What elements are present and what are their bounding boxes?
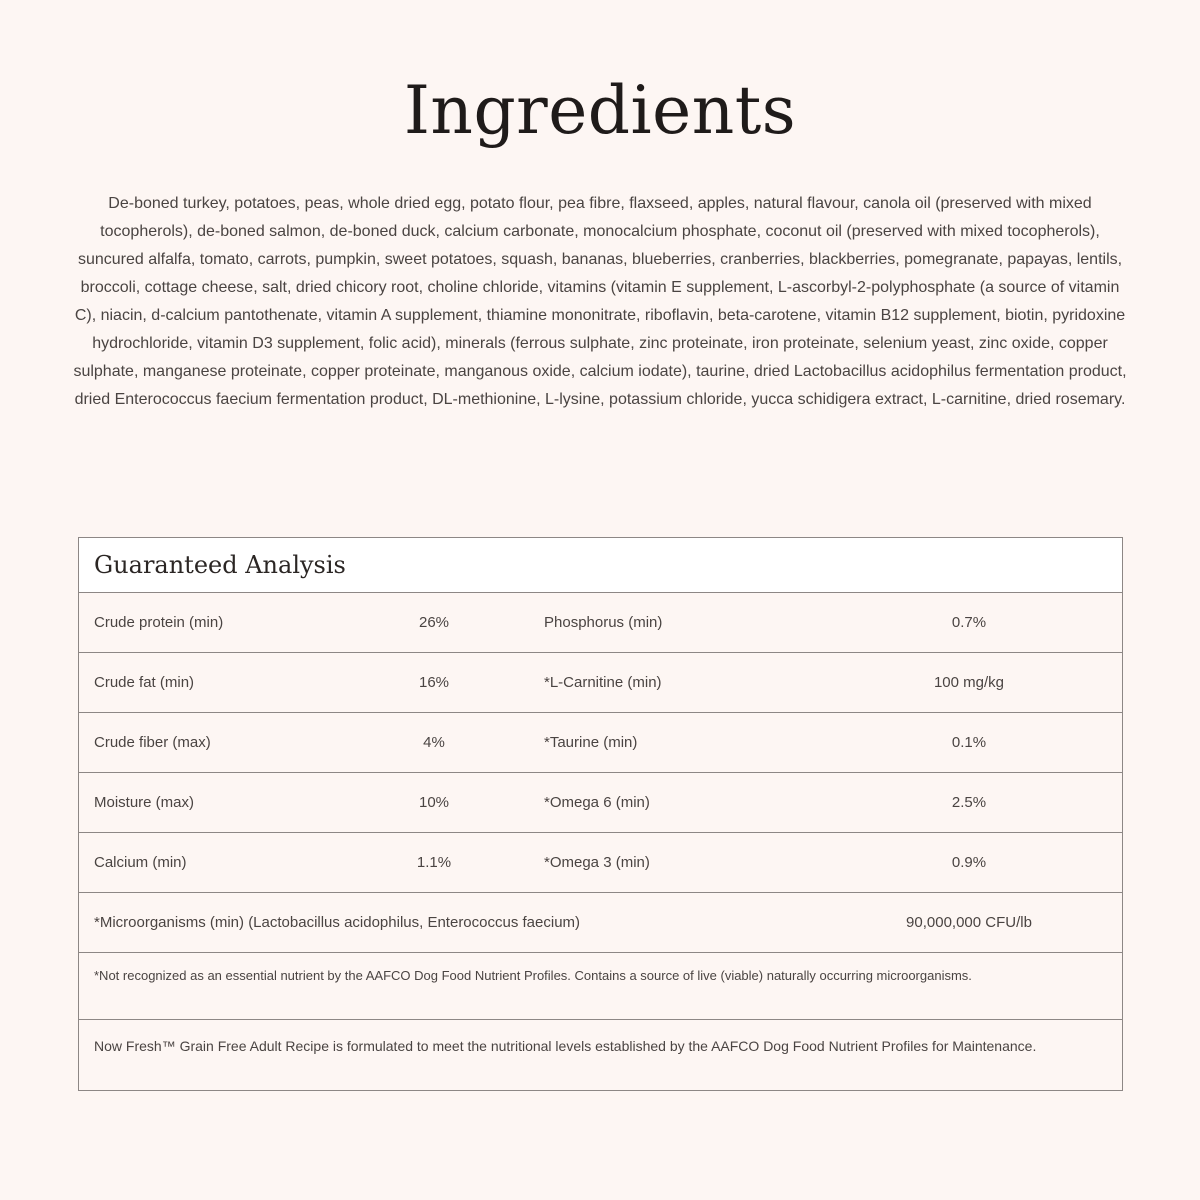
nutrient-value: 26% xyxy=(418,614,450,631)
microorganisms-label: *Microorganisms (min) (Lactobacillus acidophilus, Enterococcus faecium) xyxy=(94,914,581,931)
table-row xyxy=(79,713,1122,773)
nutrient-value: 16% xyxy=(418,674,450,691)
aafco-statement: Now Fresh™ Grain Free Adult Recipe is formulated to meet the nutritional levels established by the AAFCO Dog Food Nutrient Profiles for Maintenance. xyxy=(94,1038,1037,1054)
nutrient-value: 0.1% xyxy=(951,734,987,751)
table-row xyxy=(79,833,1122,893)
table-row-microorganisms xyxy=(79,893,1122,953)
nutrient-value: 4% xyxy=(423,734,445,751)
nutrient-label: *Omega 6 (min) xyxy=(544,794,650,811)
nutrient-label: Crude fiber (max) xyxy=(94,734,211,751)
nutrient-value: 2.5% xyxy=(951,794,987,811)
footnote: *Not recognized as an essential nutrient by the AAFCO Dog Food Nutrient Profiles. Contains a source of live (viable) naturally occurring microorganisms. xyxy=(79,953,1122,1020)
microorganisms-value: 90,000,000 CFU/lb xyxy=(906,914,1032,931)
page-title: Ingredients xyxy=(403,72,797,149)
nutrient-label: *Omega 3 (min) xyxy=(544,854,650,871)
guaranteed-analysis-table xyxy=(78,537,1123,1091)
ingredients-paragraph: De-boned turkey, potatoes, peas, whole dried egg, potato flour, pea fibre, flaxseed, apples, natural flavour, canola oil (preserved with mixed tocopherols), de-boned salmon, de-boned duck, calcium carbonate, monocalcium phosphate, coconut oil (preserved with mixed tocopherols), suncured alfalfa, tomato, carrots, pumpkin, sweet potatoes, squash, bananas, blueberries, cranberries, blackberries, pomegranate, papayas, lentils, broccoli, cottage cheese, salt, dried chicory root, choline chloride, vitamins (vitamin E supplement, L-ascorbyl-2-polyphosphate (a source of vitamin C), niacin, d-calcium pantothenate, vitamin A supplement, thiamine mononitrate, riboflavin, beta-carotene, vitamin B12 supplement, biotin, pyridoxine hydrochloride, vitamin D3 supplement, folic acid), minerals (ferrous sulphate, zinc proteinate, iron proteinate, selenium yeast, zinc oxide, copper sulphate, manganese proteinate, copper proteinate, manganous oxide, calcium iodate), taurine, dried Lactobacillus acidophilus fermentation product, dried Enterococcus faecium fermentation product, DL-methionine, L-lysine, potassium chloride, yucca schidigera extract, L-carnitine, dried rosemary. xyxy=(73,195,1127,408)
table-row xyxy=(79,653,1122,713)
analysis-heading: Guaranteed Analysis xyxy=(79,538,1122,593)
nutrient-label: Crude protein (min) xyxy=(94,614,224,631)
nutrient-label: *Taurine (min) xyxy=(544,734,638,751)
table-row xyxy=(79,593,1122,653)
nutrient-value: 1.1% xyxy=(416,854,452,871)
nutrient-label: Calcium (min) xyxy=(94,854,187,871)
nutrient-label: Moisture (max) xyxy=(94,794,195,811)
nutrient-label: Crude fat (min) xyxy=(94,674,195,691)
nutrient-value: 100 mg/kg xyxy=(933,674,1005,691)
nutrient-label: Phosphorus (min) xyxy=(544,614,663,631)
nutrient-label: *L-Carnitine (min) xyxy=(544,674,662,691)
nutrient-value: 0.9% xyxy=(951,854,987,871)
nutrient-value: 10% xyxy=(418,794,450,811)
nutrient-value: 0.7% xyxy=(951,614,987,631)
table-row xyxy=(79,773,1122,833)
